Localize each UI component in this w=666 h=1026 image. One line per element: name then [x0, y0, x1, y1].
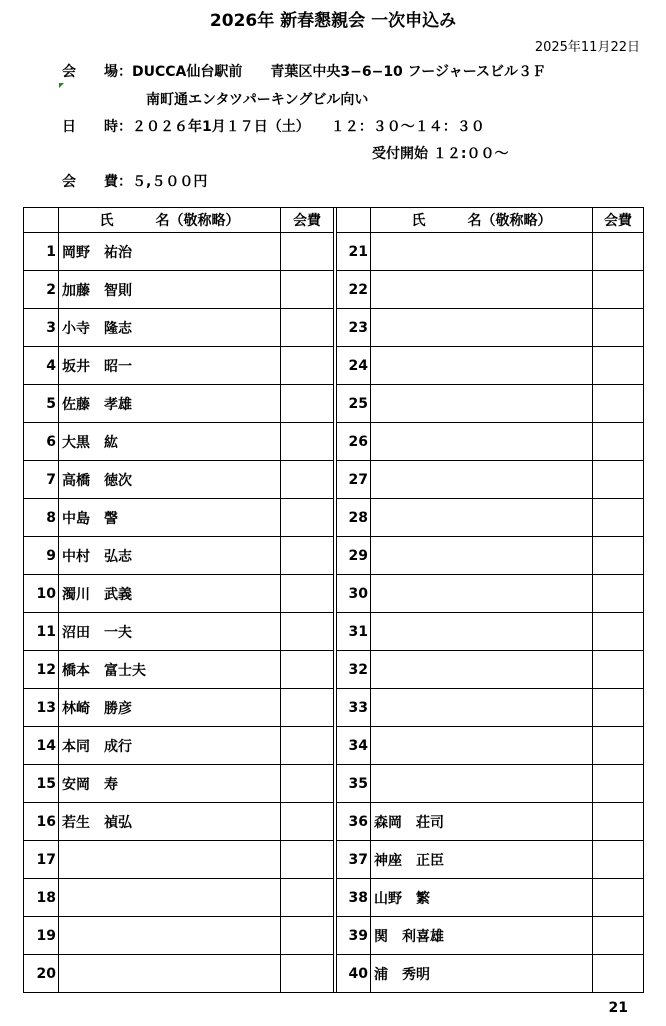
fee-cell: [593, 841, 644, 879]
row-number: 8: [24, 499, 59, 537]
attendee-name: [59, 955, 281, 993]
attendee-name: 浦 秀明: [371, 955, 593, 993]
row-number: 9: [24, 537, 59, 575]
table-row: [24, 575, 644, 613]
fee-cell: [281, 917, 334, 955]
fee-cell: [593, 385, 644, 423]
row-number: 28: [337, 499, 371, 537]
attendee-name: 中島 謦: [59, 499, 281, 537]
attendee-name: 関 利喜雄: [371, 917, 593, 955]
header-name-right: 氏 名（敬称略）: [371, 208, 593, 233]
fee-cell: [593, 461, 644, 499]
attendee-name: [59, 917, 281, 955]
table-row: [24, 461, 644, 499]
row-number: 16: [24, 803, 59, 841]
attendee-name: [371, 309, 593, 347]
fee-cell: [281, 613, 334, 651]
attendee-name: [371, 537, 593, 575]
fee-cell: [593, 499, 644, 537]
row-number: 20: [24, 955, 59, 993]
page-title: 2026年 新春懇親会 一次申込み: [209, 11, 457, 31]
fee-cell: [593, 879, 644, 917]
row-number: 21: [337, 233, 371, 271]
row-number: 24: [337, 347, 371, 385]
venue-label: 会 場：: [62, 64, 132, 80]
table-row: [24, 803, 644, 841]
row-number: 2: [24, 271, 59, 309]
row-number: 10: [24, 575, 59, 613]
table-row: [24, 271, 644, 309]
attendee-name: 加藤 智則: [59, 271, 281, 309]
fee-cell: [281, 499, 334, 537]
fee-cell: [593, 727, 644, 765]
attendee-name: [371, 347, 593, 385]
attendee-name: [371, 423, 593, 461]
fee-cell: [281, 879, 334, 917]
row-number: 38: [337, 879, 371, 917]
fee-cell: [593, 917, 644, 955]
table-row: [24, 309, 644, 347]
row-number: 15: [24, 765, 59, 803]
row-number: 5: [24, 385, 59, 423]
attendee-name: 本同 成行: [59, 727, 281, 765]
row-number: 40: [337, 955, 371, 993]
row-number: 3: [24, 309, 59, 347]
fee-cell: [593, 613, 644, 651]
row-number: 18: [24, 879, 59, 917]
fee-cell: [281, 803, 334, 841]
attendee-name: [371, 613, 593, 651]
attendee-name: 安岡 寿: [59, 765, 281, 803]
row-number: 32: [337, 651, 371, 689]
row-number: 6: [24, 423, 59, 461]
table-row: [24, 955, 644, 993]
header-fee-right: 会費: [593, 208, 644, 233]
table-row: [24, 385, 644, 423]
row-number: 13: [24, 689, 59, 727]
fee-cell: [281, 423, 334, 461]
fee-cell: [593, 689, 644, 727]
fee-cell: [281, 955, 334, 993]
row-number: 19: [24, 917, 59, 955]
fee-cell: [281, 461, 334, 499]
attendee-name: 佐藤 孝雄: [59, 385, 281, 423]
row-number: 39: [337, 917, 371, 955]
attendee-name: 小寺 隆志: [59, 309, 281, 347]
fee-value: ５,５００円: [132, 174, 208, 190]
row-number: 34: [337, 727, 371, 765]
fee-cell: [281, 575, 334, 613]
datetime-value: ２０２６年1月１７日（土） １２：３０〜１４：３０: [132, 119, 485, 135]
table-row: [24, 651, 644, 689]
table-row: [24, 879, 644, 917]
attendee-name: [59, 879, 281, 917]
table-row: [24, 233, 644, 271]
attendee-name: 坂井 昭一: [59, 347, 281, 385]
row-number: 4: [24, 347, 59, 385]
document-date: 2025年11月22日: [534, 40, 640, 55]
row-number: 22: [337, 271, 371, 309]
fee-cell: [593, 423, 644, 461]
attendee-name: 大黒 紘: [59, 423, 281, 461]
table-row: [24, 841, 644, 879]
fee-cell: [281, 727, 334, 765]
table-row: [24, 727, 644, 765]
attendee-name: [371, 385, 593, 423]
attendee-name: 橋本 富士夫: [59, 651, 281, 689]
venue-line2: 南町通エンタツパーキングビル向い: [146, 92, 369, 108]
fee-cell: [593, 955, 644, 993]
fee-cell: [593, 765, 644, 803]
attendee-name: [371, 727, 593, 765]
table-row: [24, 689, 644, 727]
table-row: [24, 765, 644, 803]
fee-cell: [281, 309, 334, 347]
fee-cell: [593, 309, 644, 347]
row-number: 25: [337, 385, 371, 423]
fee-cell: [593, 575, 644, 613]
fee-cell: [593, 271, 644, 309]
fee-cell: [593, 347, 644, 385]
row-number: 31: [337, 613, 371, 651]
row-number: 23: [337, 309, 371, 347]
row-number: 11: [24, 613, 59, 651]
row-number: 37: [337, 841, 371, 879]
page-number: 21: [608, 1000, 628, 1016]
attendee-name: 山野 繁: [371, 879, 593, 917]
attendee-name: 高橋 徳次: [59, 461, 281, 499]
row-number: 29: [337, 537, 371, 575]
fee-row: [62, 171, 207, 191]
attendee-name: 若生 禎弘: [59, 803, 281, 841]
attendee-name: 神座 正臣: [371, 841, 593, 879]
table-row: [24, 537, 644, 575]
fee-cell: [281, 271, 334, 309]
attendee-name: 林崎 勝彦: [59, 689, 281, 727]
venue-value: DUCCA仙台駅前 青葉区中央3−6−10 フージャースビル３Ｆ: [132, 64, 546, 80]
fee-cell: [281, 765, 334, 803]
row-number: 26: [337, 423, 371, 461]
datetime-row: [62, 116, 485, 136]
row-number: 35: [337, 765, 371, 803]
table-row: [24, 499, 644, 537]
fee-cell: [593, 803, 644, 841]
attendee-name: 森岡 荘司: [371, 803, 593, 841]
table-row: [24, 423, 644, 461]
attendee-name: [371, 765, 593, 803]
fee-cell: [281, 233, 334, 271]
fee-cell: [281, 651, 334, 689]
attendee-name: [371, 575, 593, 613]
attendee-name: [371, 271, 593, 309]
table-row: [24, 613, 644, 651]
row-number: 1: [24, 233, 59, 271]
attendee-name: 中村 弘志: [59, 537, 281, 575]
header-name-left: 氏 名（敬称略）: [59, 208, 281, 233]
table-row: [24, 917, 644, 955]
row-number: 12: [24, 651, 59, 689]
attendee-name: 濁川 武義: [59, 575, 281, 613]
attendee-name: [371, 233, 593, 271]
attendee-name: [371, 689, 593, 727]
row-number: 30: [337, 575, 371, 613]
fee-cell: [593, 651, 644, 689]
fee-cell: [281, 537, 334, 575]
table-row: [24, 347, 644, 385]
fee-label: 会 費：: [62, 174, 132, 190]
attendee-name: [59, 841, 281, 879]
fee-cell: [281, 347, 334, 385]
cell-comment-marker: [59, 83, 64, 88]
attendee-name: 岡野 祐治: [59, 233, 281, 271]
fee-cell: [281, 841, 334, 879]
row-number: 7: [24, 461, 59, 499]
attendee-name: [371, 651, 593, 689]
fee-cell: [593, 537, 644, 575]
row-number: 17: [24, 841, 59, 879]
row-number: 14: [24, 727, 59, 765]
row-number: 27: [337, 461, 371, 499]
header-number-cell: [24, 208, 59, 233]
row-number: 33: [337, 689, 371, 727]
datetime-label: 日 時：: [62, 119, 132, 135]
attendee-name: 沼田 一夫: [59, 613, 281, 651]
row-number: 36: [337, 803, 371, 841]
venue-row: [62, 61, 546, 81]
header-fee-left: 会費: [281, 208, 334, 233]
attendee-name: [371, 461, 593, 499]
attendee-name: [371, 499, 593, 537]
header-number-cell: [337, 208, 371, 233]
reception-time: 受付開始 １２:００〜: [372, 146, 509, 162]
signup-table: [23, 207, 644, 993]
fee-cell: [593, 233, 644, 271]
fee-cell: [281, 385, 334, 423]
table-header-row: [24, 208, 644, 233]
fee-cell: [281, 689, 334, 727]
